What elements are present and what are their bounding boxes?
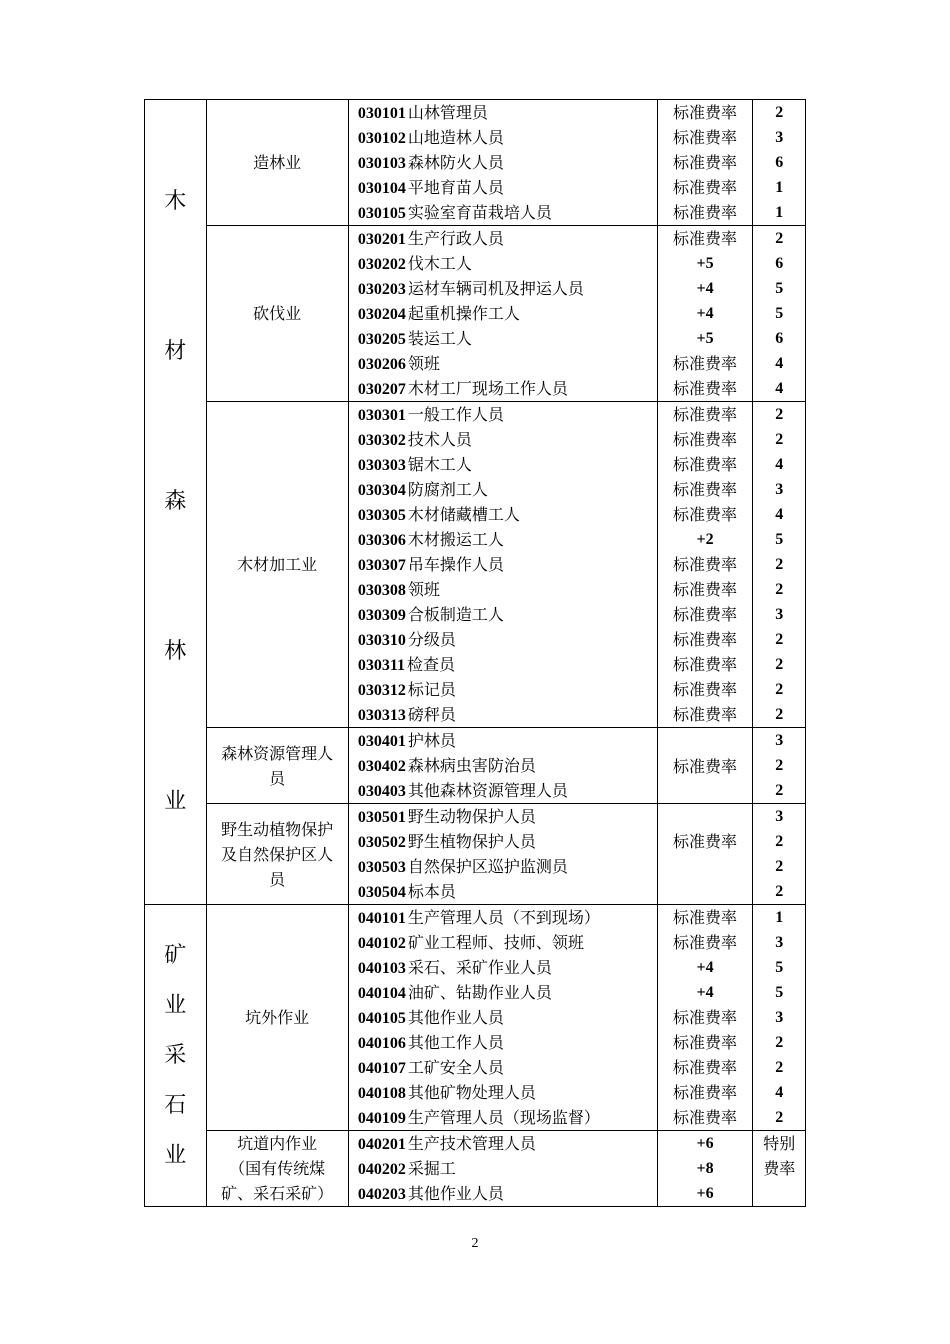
occupation-code: 040102 (357, 935, 406, 952)
occupation-name: 其他作业人员 (407, 1008, 504, 1027)
table-row (349, 1030, 657, 1055)
class-value: 5 (775, 959, 784, 976)
industry-char: 材 (164, 339, 187, 364)
occupation-name: 工矿安全人员 (407, 1058, 504, 1077)
rate-value: +5 (696, 330, 714, 347)
table-row (349, 125, 657, 150)
group-wildlife-protection (206, 804, 348, 905)
rate-value: +5 (696, 255, 714, 272)
table-row (349, 854, 657, 879)
class-value: 6 (775, 330, 784, 347)
rate-value: 标准费率 (673, 128, 738, 147)
class-value: 4 (775, 380, 784, 397)
group-afforestation: 造林业 (206, 100, 348, 226)
industry-char: 矿 (164, 942, 187, 968)
rate-column (657, 100, 753, 226)
class-value: 1 (775, 204, 784, 221)
rate-value: 标准费率 (673, 1058, 738, 1077)
occupation-name: 山地造林人员 (407, 128, 504, 147)
rate-value: +6 (696, 1185, 714, 1202)
occupation-code: 030207 (357, 381, 406, 398)
table-row (349, 251, 657, 276)
table-row (349, 602, 657, 627)
class-value: 2 (775, 883, 784, 900)
occupation-name: 吊车操作人员 (407, 555, 504, 574)
class-value: 5 (775, 984, 784, 1001)
rate-column (657, 226, 753, 402)
occupation-code: 030201 (357, 231, 406, 248)
class-value: 3 (775, 606, 784, 623)
industry-char: 采 (164, 1042, 187, 1068)
table-row (349, 980, 657, 1005)
class-column (753, 905, 806, 1131)
rate-value: 标准费率 (673, 405, 738, 424)
class-value: 6 (775, 154, 784, 171)
rate-value: 标准费率 (673, 630, 738, 649)
occupation-code: 030305 (357, 507, 406, 524)
rate-value: 标准费率 (673, 354, 738, 373)
class-value: 3 (775, 481, 784, 498)
table-row (349, 1156, 657, 1181)
group-rows (348, 100, 657, 226)
occupation-name: 锯木工人 (407, 455, 472, 474)
table-row (349, 804, 657, 829)
class-value: 4 (775, 456, 784, 473)
occupation-name: 木材储藏槽工人 (407, 505, 520, 524)
table-row (349, 376, 657, 401)
table-row (349, 627, 657, 652)
table-row (349, 200, 657, 225)
occupation-code: 030102 (357, 130, 406, 147)
occupation-code: 030105 (357, 205, 406, 222)
table-row (349, 879, 657, 904)
occupation-code: 040202 (357, 1161, 406, 1178)
group-rows (348, 226, 657, 402)
class-value: 2 (775, 1109, 784, 1126)
group-rows (348, 402, 657, 728)
rate-value: +4 (696, 305, 714, 322)
class-value: 4 (775, 1084, 784, 1101)
table-row (349, 778, 657, 803)
industry-char: 业 (164, 1142, 187, 1168)
rate-value: 标准费率 (673, 203, 738, 222)
table-row (349, 930, 657, 955)
class-value: 2 (775, 556, 784, 573)
occupation-code: 030403 (357, 783, 406, 800)
class-value: 2 (775, 1059, 784, 1076)
rate-value: +8 (696, 1160, 714, 1177)
occupation-name: 平地育苗人员 (407, 178, 504, 197)
occupation-name: 生产行政人员 (407, 229, 504, 248)
table-row (349, 552, 657, 577)
table-row (349, 100, 657, 125)
rate-value: 标准费率 (673, 908, 738, 927)
occupation-code: 040203 (357, 1186, 406, 1203)
rate-value: 标准费率 (673, 555, 738, 574)
class-value: 2 (775, 706, 784, 723)
class-value: 4 (775, 506, 784, 523)
rate-value: +4 (696, 959, 714, 976)
industry-mining (145, 905, 207, 1207)
occupation-name: 磅秤员 (407, 705, 456, 724)
table-row (349, 175, 657, 200)
group-name-line: 员 (269, 869, 286, 889)
table-row (349, 477, 657, 502)
group-name-line: 及自然保护区人 (221, 844, 334, 864)
class-value: 3 (775, 1009, 784, 1026)
group-wood-processing: 木材加工业 (206, 402, 348, 728)
class-value: 3 (775, 934, 784, 951)
group-forest-resource-management (206, 728, 348, 804)
class-value: 2 (775, 1034, 784, 1051)
table-row (349, 1055, 657, 1080)
occupation-code: 040201 (357, 1136, 406, 1153)
occupation-name: 自然保护区巡护监测员 (407, 857, 568, 876)
occupation-code: 040104 (357, 985, 406, 1002)
table-row (349, 502, 657, 527)
class-column (753, 804, 806, 905)
occupation-name: 木材工厂现场工作人员 (407, 379, 568, 398)
occupation-code: 040105 (357, 1010, 406, 1027)
occupation-name: 分级员 (407, 630, 456, 649)
rate-value: 标准费率 (673, 480, 738, 499)
rate-value: 标准费率 (657, 728, 753, 804)
class-value: 3 (775, 732, 784, 749)
group-rows (348, 905, 657, 1131)
occupation-name: 领班 (407, 354, 440, 373)
industry-char: 木 (164, 189, 187, 214)
table-row (349, 527, 657, 552)
rate-value: 标准费率 (673, 103, 738, 122)
class-value: 2 (775, 858, 784, 875)
occupation-code: 030203 (357, 281, 406, 298)
table-row (349, 427, 657, 452)
group-name-line: 矿、采石采矿） (221, 1184, 334, 1203)
group-name-line: 野生动植物保护 (221, 819, 334, 839)
occupation-name: 其他森林资源管理人员 (407, 781, 568, 800)
rate-value: 标准费率 (673, 605, 738, 624)
rate-value: +4 (696, 984, 714, 1001)
industry-char: 石 (164, 1092, 187, 1118)
class-value: 5 (775, 305, 784, 322)
occupation-name: 伐木工人 (407, 254, 472, 273)
rate-value: 标准费率 (673, 705, 738, 724)
rate-value: 标准费率 (673, 1033, 738, 1052)
occupation-name: 矿业工程师、技师、领班 (407, 933, 584, 952)
class-column (753, 402, 806, 728)
class-value: 2 (775, 782, 784, 799)
rate-value: 标准费率 (673, 178, 738, 197)
occupation-code: 030204 (357, 306, 406, 323)
industry-char: 业 (164, 992, 187, 1018)
rate-value: +4 (696, 280, 714, 297)
rate-column (657, 1131, 753, 1207)
table-row (349, 150, 657, 175)
occupation-code: 030306 (357, 532, 406, 549)
table-row (349, 955, 657, 980)
table-row (349, 829, 657, 854)
class-value: 2 (775, 757, 784, 774)
occupation-name: 森林病虫害防治员 (407, 756, 536, 775)
rate-value: +2 (696, 531, 714, 548)
occupation-name: 采掘工 (407, 1159, 456, 1178)
occupation-name: 山林管理员 (407, 103, 488, 122)
rate-column (657, 402, 753, 728)
table-row (349, 677, 657, 702)
table-row (349, 1105, 657, 1130)
occupation-name: 护林员 (407, 731, 456, 750)
occupation-code: 040108 (357, 1085, 406, 1102)
table-row (349, 577, 657, 602)
group-rows (348, 1131, 657, 1207)
table-row (349, 1005, 657, 1030)
rate-value: 标准费率 (673, 455, 738, 474)
occupation-name: 木材搬运工人 (407, 530, 504, 549)
rate-value: 标准费率 (657, 804, 753, 905)
occupation-name: 生产管理人员（不到现场） (407, 908, 600, 927)
rate-column (657, 905, 753, 1131)
class-value: 2 (775, 631, 784, 648)
class-value: 2 (775, 104, 784, 121)
class-value: 2 (775, 656, 784, 673)
table-row (349, 702, 657, 727)
occupation-name: 标本员 (407, 882, 456, 901)
class-note-line: 费率 (763, 1159, 796, 1178)
class-value: 2 (775, 681, 784, 698)
occupation-name: 一般工作人员 (407, 405, 504, 424)
industry-forestry (145, 100, 207, 905)
class-value: 5 (775, 531, 784, 548)
occupation-code: 030304 (357, 482, 406, 499)
occupation-name: 野生动物保护人员 (407, 807, 536, 826)
occupation-code: 030312 (357, 682, 406, 699)
rate-value: 标准费率 (673, 580, 738, 599)
class-value: 3 (775, 129, 784, 146)
rate-value: 标准费率 (673, 153, 738, 172)
class-value: 2 (775, 230, 784, 247)
industry-char: 森 (164, 489, 187, 514)
rate-value: 标准费率 (673, 1083, 738, 1102)
rate-value: 标准费率 (673, 430, 738, 449)
rate-value: +6 (696, 1135, 714, 1152)
group-rows (348, 728, 657, 804)
industry-char: 业 (164, 789, 187, 814)
occupation-code: 040106 (357, 1035, 406, 1052)
rate-value: 标准费率 (673, 229, 738, 248)
occupation-code: 030307 (357, 557, 406, 574)
table-row (349, 652, 657, 677)
table-row (349, 226, 657, 251)
class-note-line: 特别 (763, 1134, 796, 1153)
occupation-code: 040101 (357, 910, 406, 927)
occupation-code: 040109 (357, 1110, 406, 1127)
class-value: 4 (775, 355, 784, 372)
occupation-classification-table (144, 99, 806, 1207)
rate-value: 标准费率 (673, 379, 738, 398)
occupation-name: 防腐剂工人 (407, 480, 488, 499)
occupation-code: 030206 (357, 356, 406, 373)
occupation-name: 起重机操作工人 (407, 304, 520, 323)
class-value: 2 (775, 833, 784, 850)
table-row (349, 301, 657, 326)
table-row (349, 402, 657, 427)
table-row (349, 326, 657, 351)
occupation-code: 030308 (357, 582, 406, 599)
group-name-line: 坑道内作业 (237, 1134, 318, 1153)
occupation-code: 030310 (357, 632, 406, 649)
occupation-name: 合板制造工人 (407, 605, 504, 624)
occupation-name: 装运工人 (407, 329, 472, 348)
table-row (349, 905, 657, 930)
table-row (349, 728, 657, 753)
class-column (753, 226, 806, 402)
group-logging: 砍伐业 (206, 226, 348, 402)
class-value: 3 (775, 808, 784, 825)
occupation-code: 030402 (357, 758, 406, 775)
class-value: 1 (775, 179, 784, 196)
class-value: 5 (775, 280, 784, 297)
rate-value: 标准费率 (673, 1108, 738, 1127)
occupation-code: 030502 (357, 834, 406, 851)
occupation-code: 030401 (357, 733, 406, 750)
class-column (753, 728, 806, 804)
occupation-code: 030503 (357, 859, 406, 876)
class-value: 2 (775, 406, 784, 423)
group-surface-operations: 坑外作业 (206, 905, 348, 1131)
class-value: 1 (775, 909, 784, 926)
table-row (349, 276, 657, 301)
occupation-name: 运材车辆司机及押运人员 (407, 279, 584, 298)
group-name-line: 森林资源管理人 (221, 743, 334, 763)
page-number: 2 (471, 1236, 479, 1251)
group-name-line: 员 (269, 768, 286, 788)
occupation-code: 030311 (357, 657, 405, 674)
special-rate-cell (753, 1131, 806, 1207)
occupation-name: 生产管理人员（现场监督） (407, 1108, 600, 1127)
occupation-name: 技术人员 (407, 430, 472, 449)
occupation-code: 030303 (357, 457, 406, 474)
rate-value: 标准费率 (673, 933, 738, 952)
table-row (349, 1181, 657, 1206)
occupation-name: 森林防火人员 (407, 153, 504, 172)
occupation-code: 030103 (357, 155, 406, 172)
occupation-code: 040103 (357, 960, 406, 977)
occupation-name: 标记员 (407, 680, 456, 699)
occupation-name: 实验室育苗栽培人员 (407, 203, 552, 222)
occupation-name: 其他作业人员 (407, 1184, 504, 1203)
group-rows (348, 804, 657, 905)
table-row (349, 351, 657, 376)
class-value: 6 (775, 255, 784, 272)
rate-value: 标准费率 (673, 680, 738, 699)
occupation-name: 野生植物保护人员 (407, 832, 536, 851)
occupation-code: 030205 (357, 331, 406, 348)
occupation-code: 030104 (357, 180, 406, 197)
rate-value: 标准费率 (673, 1008, 738, 1027)
group-name-line: （国有传统煤 (229, 1159, 326, 1178)
occupation-code: 030301 (357, 407, 406, 424)
occupation-code: 030504 (357, 884, 406, 901)
occupation-code: 040107 (357, 1060, 406, 1077)
group-underground-operations (206, 1131, 348, 1207)
occupation-code: 030501 (357, 809, 406, 826)
table-row (349, 1131, 657, 1156)
rate-value: 标准费率 (673, 655, 738, 674)
occupation-code: 030101 (357, 105, 406, 122)
occupation-name: 生产技术管理人员 (407, 1134, 536, 1153)
class-column (753, 100, 806, 226)
occupation-name: 其他工作人员 (407, 1033, 504, 1052)
rate-value: 标准费率 (673, 505, 738, 524)
occupation-code: 030309 (357, 607, 406, 624)
class-value: 2 (775, 431, 784, 448)
occupation-name: 采石、采矿作业人员 (407, 958, 552, 977)
occupation-code: 030313 (357, 707, 406, 724)
table-row (349, 452, 657, 477)
table-row (349, 753, 657, 778)
occupation-name: 领班 (407, 580, 440, 599)
occupation-name: 油矿、钻勘作业人员 (407, 983, 552, 1002)
occupation-code: 030202 (357, 256, 406, 273)
occupation-code: 030302 (357, 432, 406, 449)
table-row (349, 1080, 657, 1105)
occupation-name: 其他矿物处理人员 (407, 1083, 536, 1102)
industry-char: 林 (164, 639, 187, 664)
occupation-name: 检查员 (406, 655, 455, 674)
class-value: 2 (775, 581, 784, 598)
